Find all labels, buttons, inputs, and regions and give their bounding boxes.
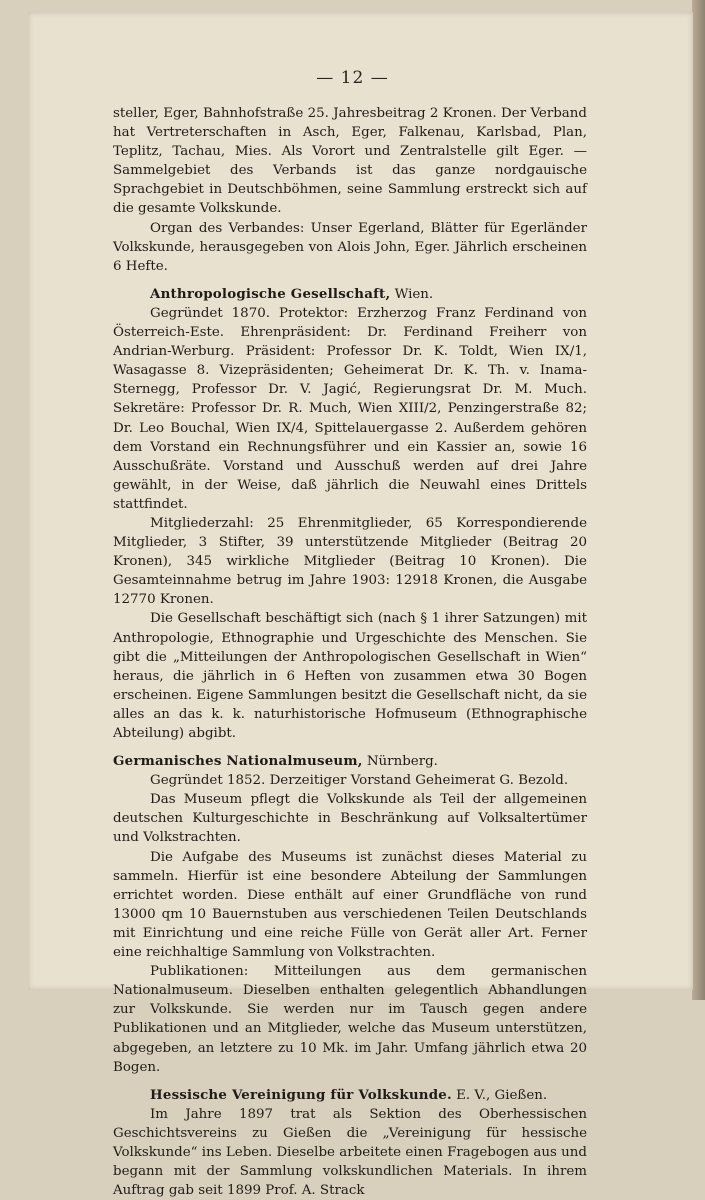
section-heading-line — [113, 752, 587, 771]
paragraph: Im Jahre 1897 trat als Sektion des Oberhessischen Geschichtsvereins zu Gießen die „Vereinigung für hessische Volkskunde“ ins Leben. Dieselbe arbeitete einen Fragebogen aus und begann mit der Sammlung volkskundlichen Materials. In ihrem Auftrag gab seit 1899 Prof. A. Strack — [113, 1106, 587, 1199]
paragraph: Publikationen: Mitteilungen aus dem germanischen Nationalmuseum. Dieselben enthalten gelegentlich Abhandlungen zur Volkskunde. Sie werden nur im Tausch gegen andere Publikationen und an Mitglieder, welche das Museum unterstützen, abgegeben, an letztere zu 10 Mk. im Jahr. Umfang jährlich etwa 20 Bogen. — [113, 964, 587, 1075]
paragraph: Mitgliederzahl: 25 Ehrenmitglieder, 65 Korrespondierende Mitglieder, 3 Stifter, 39 unterstützende Mitglieder (Beitrag 20 Kronen), 345 wirkliche Mitglieder (Beitrag 10 Kronen). Die Gesamteinnahme betrug im Jahre 1903: 12918 Kronen, die Ausgabe 12770 Kronen. — [113, 515, 587, 608]
page-number: — 12 — — [316, 68, 389, 88]
paragraph: Gegründet 1852. Derzeitiger Vorstand Geheimerat G. Bezold. — [150, 773, 569, 789]
paragraph: Organ des Verbandes: Unser Egerland, Blätter für Egerländer Volkskunde, herausgegeben von Alois John, Eger. Jährlich erscheinen 6 Hefte. — [113, 220, 587, 274]
book-spine — [692, 0, 705, 1000]
page-body — [113, 104, 587, 1200]
section-heading-line — [113, 285, 587, 304]
section-heading: Anthropologische Gesellschaft, — [150, 285, 391, 302]
paragraph: Die Aufgabe des Museums ist zunächst dieses Material zu sammeln. Hierfür ist eine besondere Abteilung der Sammlungen errichtet worden. Diese enthält auf einer Grundfläche von rund 13000 qm 10 Bauernstuben aus verschiedenen Teilen Deutschlands mit Einrichtung und eine reiche Fülle von Gerät aller Art. Ferner eine reichhaltige Sammlung von Volkstrachten. — [113, 849, 587, 961]
section-heading: Germanisches Nationalmuseum, — [113, 753, 363, 770]
section-heading-line — [113, 1086, 587, 1105]
section-heading-location: Wien. — [390, 286, 434, 302]
paragraph: Das Museum pflegt die Volkskunde als Teil der allgemeinen deutschen Kulturgeschichte in Beschränkung auf Volksaltertümer und Volkstrachten. — [113, 792, 587, 846]
section-heading-location: Nürnberg. — [362, 754, 438, 770]
paragraph: Die Gesellschaft beschäftigt sich (nach § 1 ihrer Satzungen) mit Anthropologie, Ethnographie und Urgeschichte des Menschen. Sie gibt die „Mitteilungen der Anthropologischen Gesellschaft in Wien“ heraus, die jährlich in 6 Heften von zusammen etwa 30 Bogen erscheinen. Eigene Sammlungen besitzt die Gesellschaft nicht, da sie alles an das k. k. naturhistorische Hofmuseum (Ethnographische Abteilung) abgibt. — [113, 611, 587, 741]
section-heading: Hessische Vereinigung für Volkskunde. — [150, 1086, 452, 1103]
paragraph: steller, Eger, Bahnhofstraße 25. Jahresbeitrag 2 Kronen. Der Verband hat Vertreterschaften in Asch, Eger, Falkenau, Karlsbad, Plan, Teplitz, Tachau, Mies. Als Vorort und Zentralstelle gilt Eger. — Sammelgebiet des Verbands ist das ganze nordgauische Sprachgebiet in Deutschböhmen, seine Sammlung erstreckt sich auf die gesamte Volkskunde. — [113, 106, 587, 217]
paragraph: Gegründet 1870. Protektor: Erzherzog Franz Ferdinand von Österreich-Este. Ehrenpräsident: Dr. Ferdinand Freiherr von Andrian-Werburg. Präsident: Professor Dr. K. Toldt, Wien IX/1, Wasagasse 8. Vizepräsidenten; Geheimerat Dr. K. Th. v. Inama-Sternegg, Professor Dr. V. Jagić, Regierungsrat Dr. M. Much. Sekretäre: Professor Dr. R. Much, Wien XIII/2, Penzingerstraße 82; Dr. Leo Bouchal, Wien IX/4, Spittelauergasse 2. Außerdem gehören dem Vorstand ein Rechnungsführer und ein Kassier an, sowie 16 Ausschußräte. Vorstand und Ausschuß werden auf drei Jahre gewählt, in der Weise, daß jährlich die Neuwahl eines Drittels stattfindet. — [113, 305, 587, 512]
section-heading-location: E. V., Gießen. — [451, 1087, 548, 1103]
